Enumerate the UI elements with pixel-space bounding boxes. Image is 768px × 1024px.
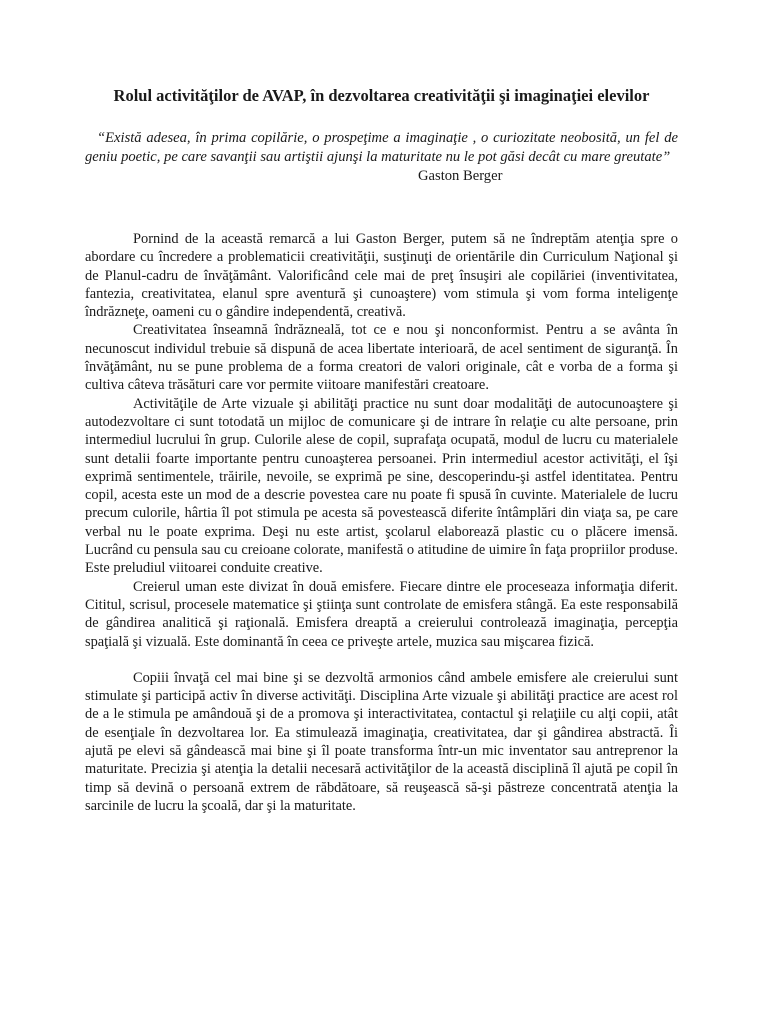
- document-body: [85, 230, 678, 815]
- document-title: Rolul activităţilor de AVAP, în dezvoltarea creativităţii şi imaginaţiei elevilor: [113, 86, 650, 105]
- paragraph-2: Creativitatea înseamnă îndrăzneală, tot ce e nou şi nonconformist. Pentru a se avânta în necunoscut individul trebuie să dispună de acea libertate interioară, de acel sentiment de siguranţă. În învăţământ, nu se pune problema de a forma creatori de valori originale, cât e vorba de a forma şi cultiva câteva trăsături care vor permite viitoare manifestări creatoare.: [85, 322, 678, 394]
- paragraph-4: Creierul uman este divizat în două emisfere. Fiecare dintre ele proceseaza informaţia diferit. Cititul, scrisul, procesele matematice şi ştiinţa sunt controlate de emisfera stângă. Ea este responsabilă de gândirea analitică şi raţională. Emisfera dreaptă a creierului controlează imaginaţia, percepţia spaţială şi vizuală. Este dominantă în ceea ce priveşte artele, muzica sau mişcarea fizică.: [85, 578, 678, 650]
- epigraph-quote: “Există adesea, în prima copilărie, o prospeţime a imaginaţie , o curiozitate neobosită, un fel de geniu poetic, pe care savanţii sau artiştii ajunşi la maturitate nu le pot găsi decât cu mare greutate”: [85, 130, 678, 165]
- paragraph-3: Activităţile de Arte vizuale şi abilităţi practice nu sunt doar modalităţi de autocunoaştere şi autodezvoltare ci sunt totodată un mijloc de comunicare şi de intrare în relaţie cu alte persoane, prin intermediul lucrului în grup. Culorile alese de copil, suprafaţa ocupată, modul de lucru cu materialele sunt detalii foarte importante pentru cunoaşterea persoanei. Prin intermediul acestor activităţi, el îşi exprimă sentimentele, trăirile, nevoile, se exprimă pe sine, descoperindu-şi astfel identitatea. Pentru copil, acesta este un mod de a descrie povestea care nu poate fi spusă în cuvinte. Materialele de lucru precum culorile, hârtia îl pot stimula pe acesta să povestească diferite întâmplări din viaţa sa, pe care verbal nu le poate exprima. Deşi nu este artist, şcolarul elaborează plastic cu o plăcere imensă. Lucrând cu pensula sau cu creioane colorate, manifestă o atitudine de uimire în faţa propriilor produse. Este preludiul viitoarei conduite creative.: [85, 395, 678, 577]
- epigraph-author: Gaston Berger: [418, 168, 503, 184]
- paragraph-5: Copiii învaţă cel mai bine şi se dezvoltă armonios când ambele emisfere ale creierului sunt stimulate şi participă activ în diverse activităţi. Disciplina Arte vizuale şi abilităţi practice are acest rol de a le stimula pe amândouă şi de a promova şi interactivitatea, contactul şi relaţiile cu alţi copii, atât de esenţiale în dezvoltarea lor. Ea stimulează imaginaţia, creativitatea, dar şi gândirea abstractă. Îi ajută pe elevi să gândească mai bine şi îl poate transforma într-un mic inventator sau antreprenor la maturitate. Precizia şi atenţia la detalii necesară activităţilor de la această disciplină îl ajută pe copil în timp să devină o persoană extrem de răbdătoare, să reuşească să-şi păstreze concentrată atenţia la sarcinile de lucru la şcoală, dar şi la maturitate.: [85, 669, 678, 814]
- paragraph-1: Pornind de la această remarcă a lui Gaston Berger, putem să ne îndreptăm atenţia spre o abordare cu încredere a problematicii creativităţii, susţinuţi de orientările din Curriculum Naţional şi de Planul-cadru de învăţământ. Valorificând cele mai de preţ însuşiri ale copilăriei (inventivitatea, fantezia, creativitatea, elanul spre aventură şi cunoaştere) vom stimula şi vom forma inteligenţe îndrăzneţe, oameni cu o gândire independentă, creativă.: [85, 231, 678, 321]
- document-page: [85, 0, 678, 815]
